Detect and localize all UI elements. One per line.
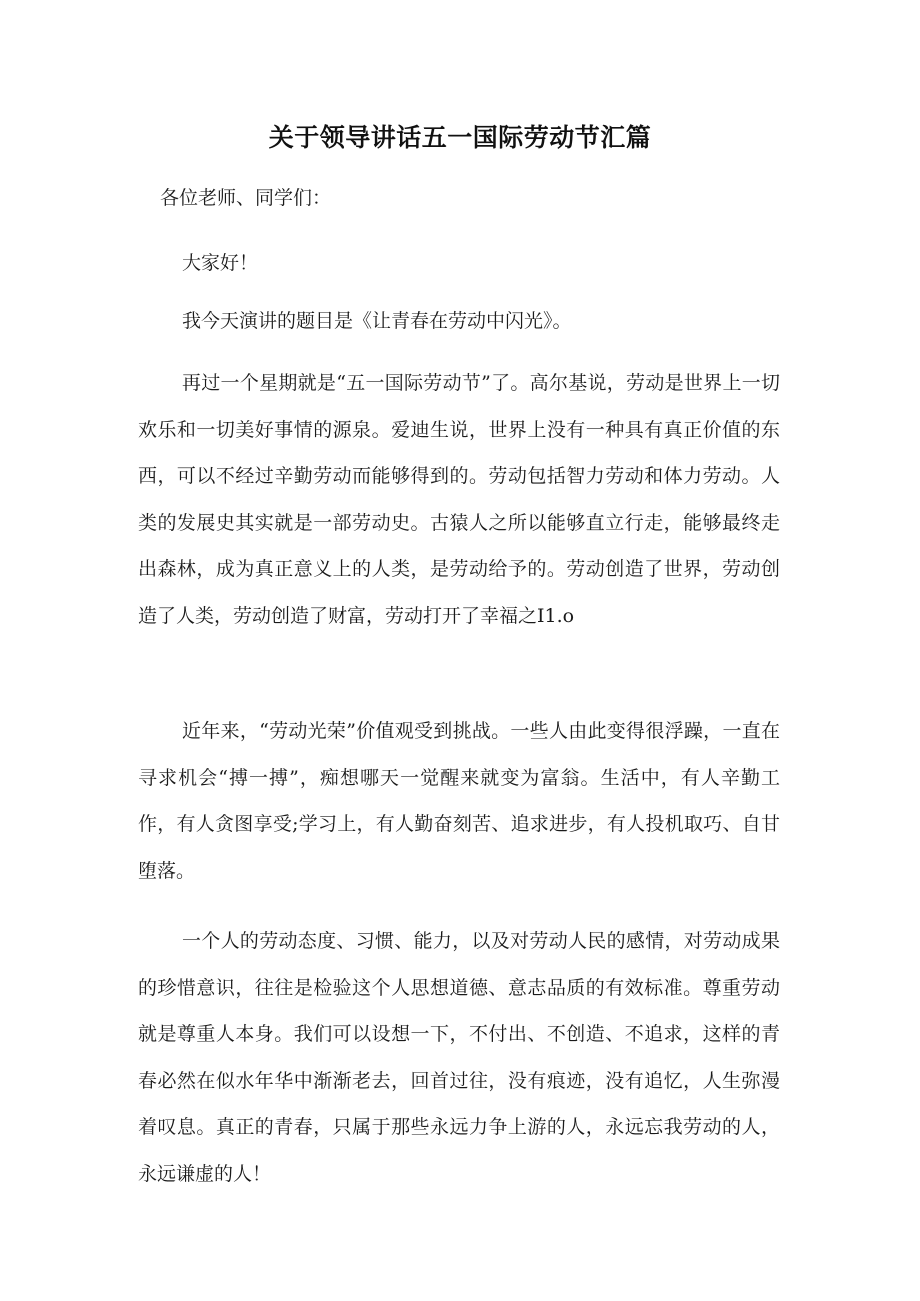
paragraph-labor-attitude: 一个人的劳动态度、习惯、能力，以及对劳动人民的感情，对劳动成果的珍惜意识，往往是检验这个人思想道德、意志品质的有效标准。尊重劳动就是尊重人本身。我们可以设想一下，不付出、不创造、不追求，这样的青春必然在似水年华中渐渐老去，回首过往，没有痕迹，没有追忆，人生弥漫着叹息。真正的青春，只属于那些永远力争上游的人，永远忘我劳动的人，永远谦虚的人！: [138, 930, 780, 1185]
paragraph-greeting: 大家好！: [182, 252, 259, 274]
paragraph-topic: 我今天演讲的题目是《让青春在劳动中闪光》。: [182, 310, 572, 332]
paragraph-labor-day: 再过一个星期就是“五一国际劳动节”了。高尔基说，劳动是世界上一切欢乐和一切美好事情的源泉。爱迪生说，世界上没有一种具有真正价值的东西，可以不经过辛勤劳动而能够得到的。劳动包括智力劳动和体力劳动。人类的发展史其实就是一部劳动史。古猿人之所以能够直立行走，能够最终走出森林，成为真正意义上的人类，是劳动给予的。劳动创造了世界，劳动创造了人类，劳动创造了财富，劳动打开了幸福之I1.o: [138, 372, 780, 627]
document-title: 关于领导讲话五一国际劳动节汇篇: [268, 123, 652, 152]
paragraph-recent-years: 近年来，“劳动光荣”价值观受到挑战。一些人由此变得很浮躁，一直在寻求机会“搏一搏”，痴想哪天一觉醒来就变为富翁。生活中，有人辛勤工作，有人贪图享受;学习上，有人勤奋刻苦、追求进步，有人投机取巧、自甘堕落。: [138, 720, 780, 882]
salutation: 各位老师、同学们：: [160, 187, 332, 209]
